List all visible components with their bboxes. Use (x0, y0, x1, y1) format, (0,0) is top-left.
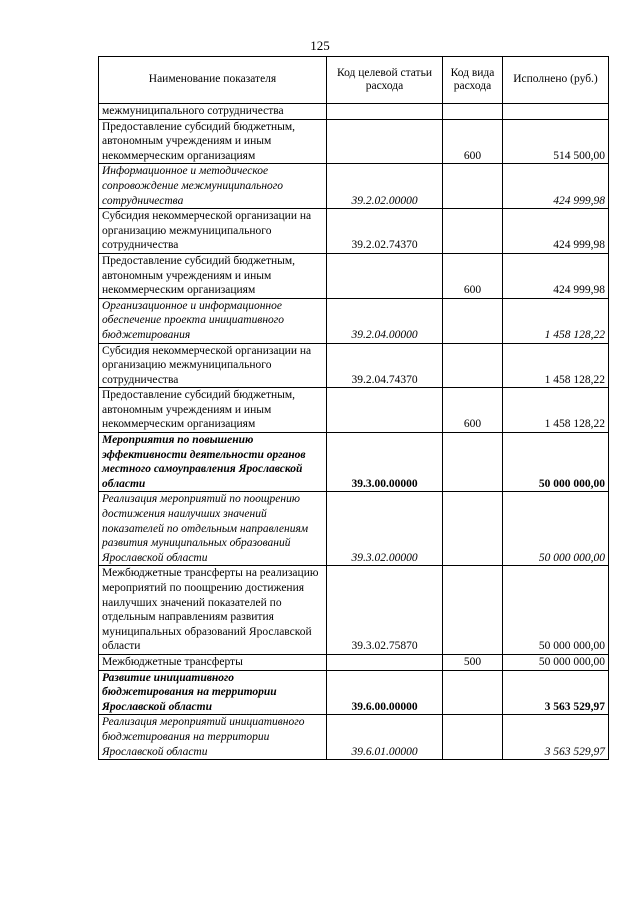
row-target-code (327, 104, 443, 120)
row-expense-kind: 500 (443, 654, 503, 670)
row-expense-kind: 600 (443, 119, 503, 164)
row-expense-kind (443, 492, 503, 566)
row-name: Предоставление субсидий бюджетным, автономным учреждениям и иным некоммерческим организациям (99, 253, 327, 298)
row-target-code (327, 388, 443, 433)
row-expense-kind (443, 164, 503, 209)
row-expense-kind: 600 (443, 388, 503, 433)
table-row (99, 670, 609, 715)
row-expense-kind (443, 298, 503, 343)
table-row (99, 119, 609, 164)
header-executed-amount: Исполнено (руб.) (503, 57, 609, 104)
row-executed-amount: 50 000 000,00 (503, 566, 609, 655)
header-expense-kind: Код вида расхода (443, 57, 503, 104)
row-target-code: 39.2.04.00000 (327, 298, 443, 343)
row-name: Реализация мероприятий инициативного бюджетирования на территории Ярославской области (99, 715, 327, 760)
table-row (99, 253, 609, 298)
row-executed-amount: 1 458 128,22 (503, 298, 609, 343)
header-name: Наименование показателя (99, 57, 327, 104)
row-expense-kind (443, 343, 503, 388)
row-expense-kind: 600 (443, 253, 503, 298)
row-executed-amount: 514 500,00 (503, 119, 609, 164)
page-number: 125 (310, 38, 330, 53)
row-name: Реализация мероприятий по поощрению достижения наилучших значений показателей по отдельным направлениям развития муниципальных образований Ярославской области (99, 492, 327, 566)
table-row (99, 104, 609, 120)
row-target-code: 39.2.02.00000 (327, 164, 443, 209)
table-row (99, 164, 609, 209)
row-name: Информационное и методическое сопровождение межмуниципального сотрудничества (99, 164, 327, 209)
header-target-code: Код целевой статьи расхода (327, 57, 443, 104)
row-name: Мероприятия по повышению эффективности деятельности органов местного самоуправления Ярославской области (99, 433, 327, 492)
table-row (99, 388, 609, 433)
row-expense-kind (443, 566, 503, 655)
row-executed-amount: 50 000 000,00 (503, 492, 609, 566)
row-target-code: 39.2.02.74370 (327, 209, 443, 254)
row-expense-kind (443, 715, 503, 760)
table-row (99, 654, 609, 670)
row-name: Межбюджетные трансферты (99, 654, 327, 670)
row-target-code: 39.6.01.00000 (327, 715, 443, 760)
row-target-code (327, 253, 443, 298)
row-executed-amount: 50 000 000,00 (503, 433, 609, 492)
row-expense-kind (443, 670, 503, 715)
row-expense-kind (443, 209, 503, 254)
row-executed-amount: 50 000 000,00 (503, 654, 609, 670)
row-name: Организационное и информационное обеспечение проекта инициативного бюджетирования (99, 298, 327, 343)
row-expense-kind (443, 433, 503, 492)
table-row (99, 566, 609, 655)
row-executed-amount: 1 458 128,22 (503, 388, 609, 433)
row-executed-amount: 424 999,98 (503, 253, 609, 298)
row-executed-amount: 3 563 529,97 (503, 715, 609, 760)
row-executed-amount: 424 999,98 (503, 209, 609, 254)
table-row (99, 492, 609, 566)
row-name: Межбюджетные трансферты на реализацию мероприятий по поощрению достижения наилучших значений показателей по отдельным направлениям развития муниципальных образований Ярославской области (99, 566, 327, 655)
row-name: Предоставление субсидий бюджетным, автономным учреждениям и иным некоммерческим организациям (99, 388, 327, 433)
row-name: Предоставление субсидий бюджетным, автономным учреждениям и иным некоммерческим организациям (99, 119, 327, 164)
row-target-code (327, 654, 443, 670)
row-target-code: 39.3.02.75870 (327, 566, 443, 655)
table-row (99, 209, 609, 254)
table-row (99, 433, 609, 492)
row-target-code (327, 119, 443, 164)
row-target-code: 39.3.02.00000 (327, 492, 443, 566)
row-target-code: 39.3.00.00000 (327, 433, 443, 492)
row-executed-amount: 3 563 529,97 (503, 670, 609, 715)
row-executed-amount (503, 104, 609, 120)
row-name: Субсидия некоммерческой организации на организацию межмуниципального сотрудничества (99, 209, 327, 254)
table-row (99, 715, 609, 760)
row-name: межмуниципального сотрудничества (99, 104, 327, 120)
row-executed-amount: 1 458 128,22 (503, 343, 609, 388)
row-target-code: 39.6.00.00000 (327, 670, 443, 715)
expenditure-table (98, 56, 609, 760)
row-expense-kind (443, 104, 503, 120)
row-name: Субсидия некоммерческой организации на организацию межмуниципального сотрудничества (99, 343, 327, 388)
table-header-row (99, 57, 609, 104)
row-target-code: 39.2.04.74370 (327, 343, 443, 388)
row-executed-amount: 424 999,98 (503, 164, 609, 209)
table-row (99, 298, 609, 343)
row-name: Развитие инициативного бюджетирования на территории Ярославской области (99, 670, 327, 715)
table-row (99, 343, 609, 388)
